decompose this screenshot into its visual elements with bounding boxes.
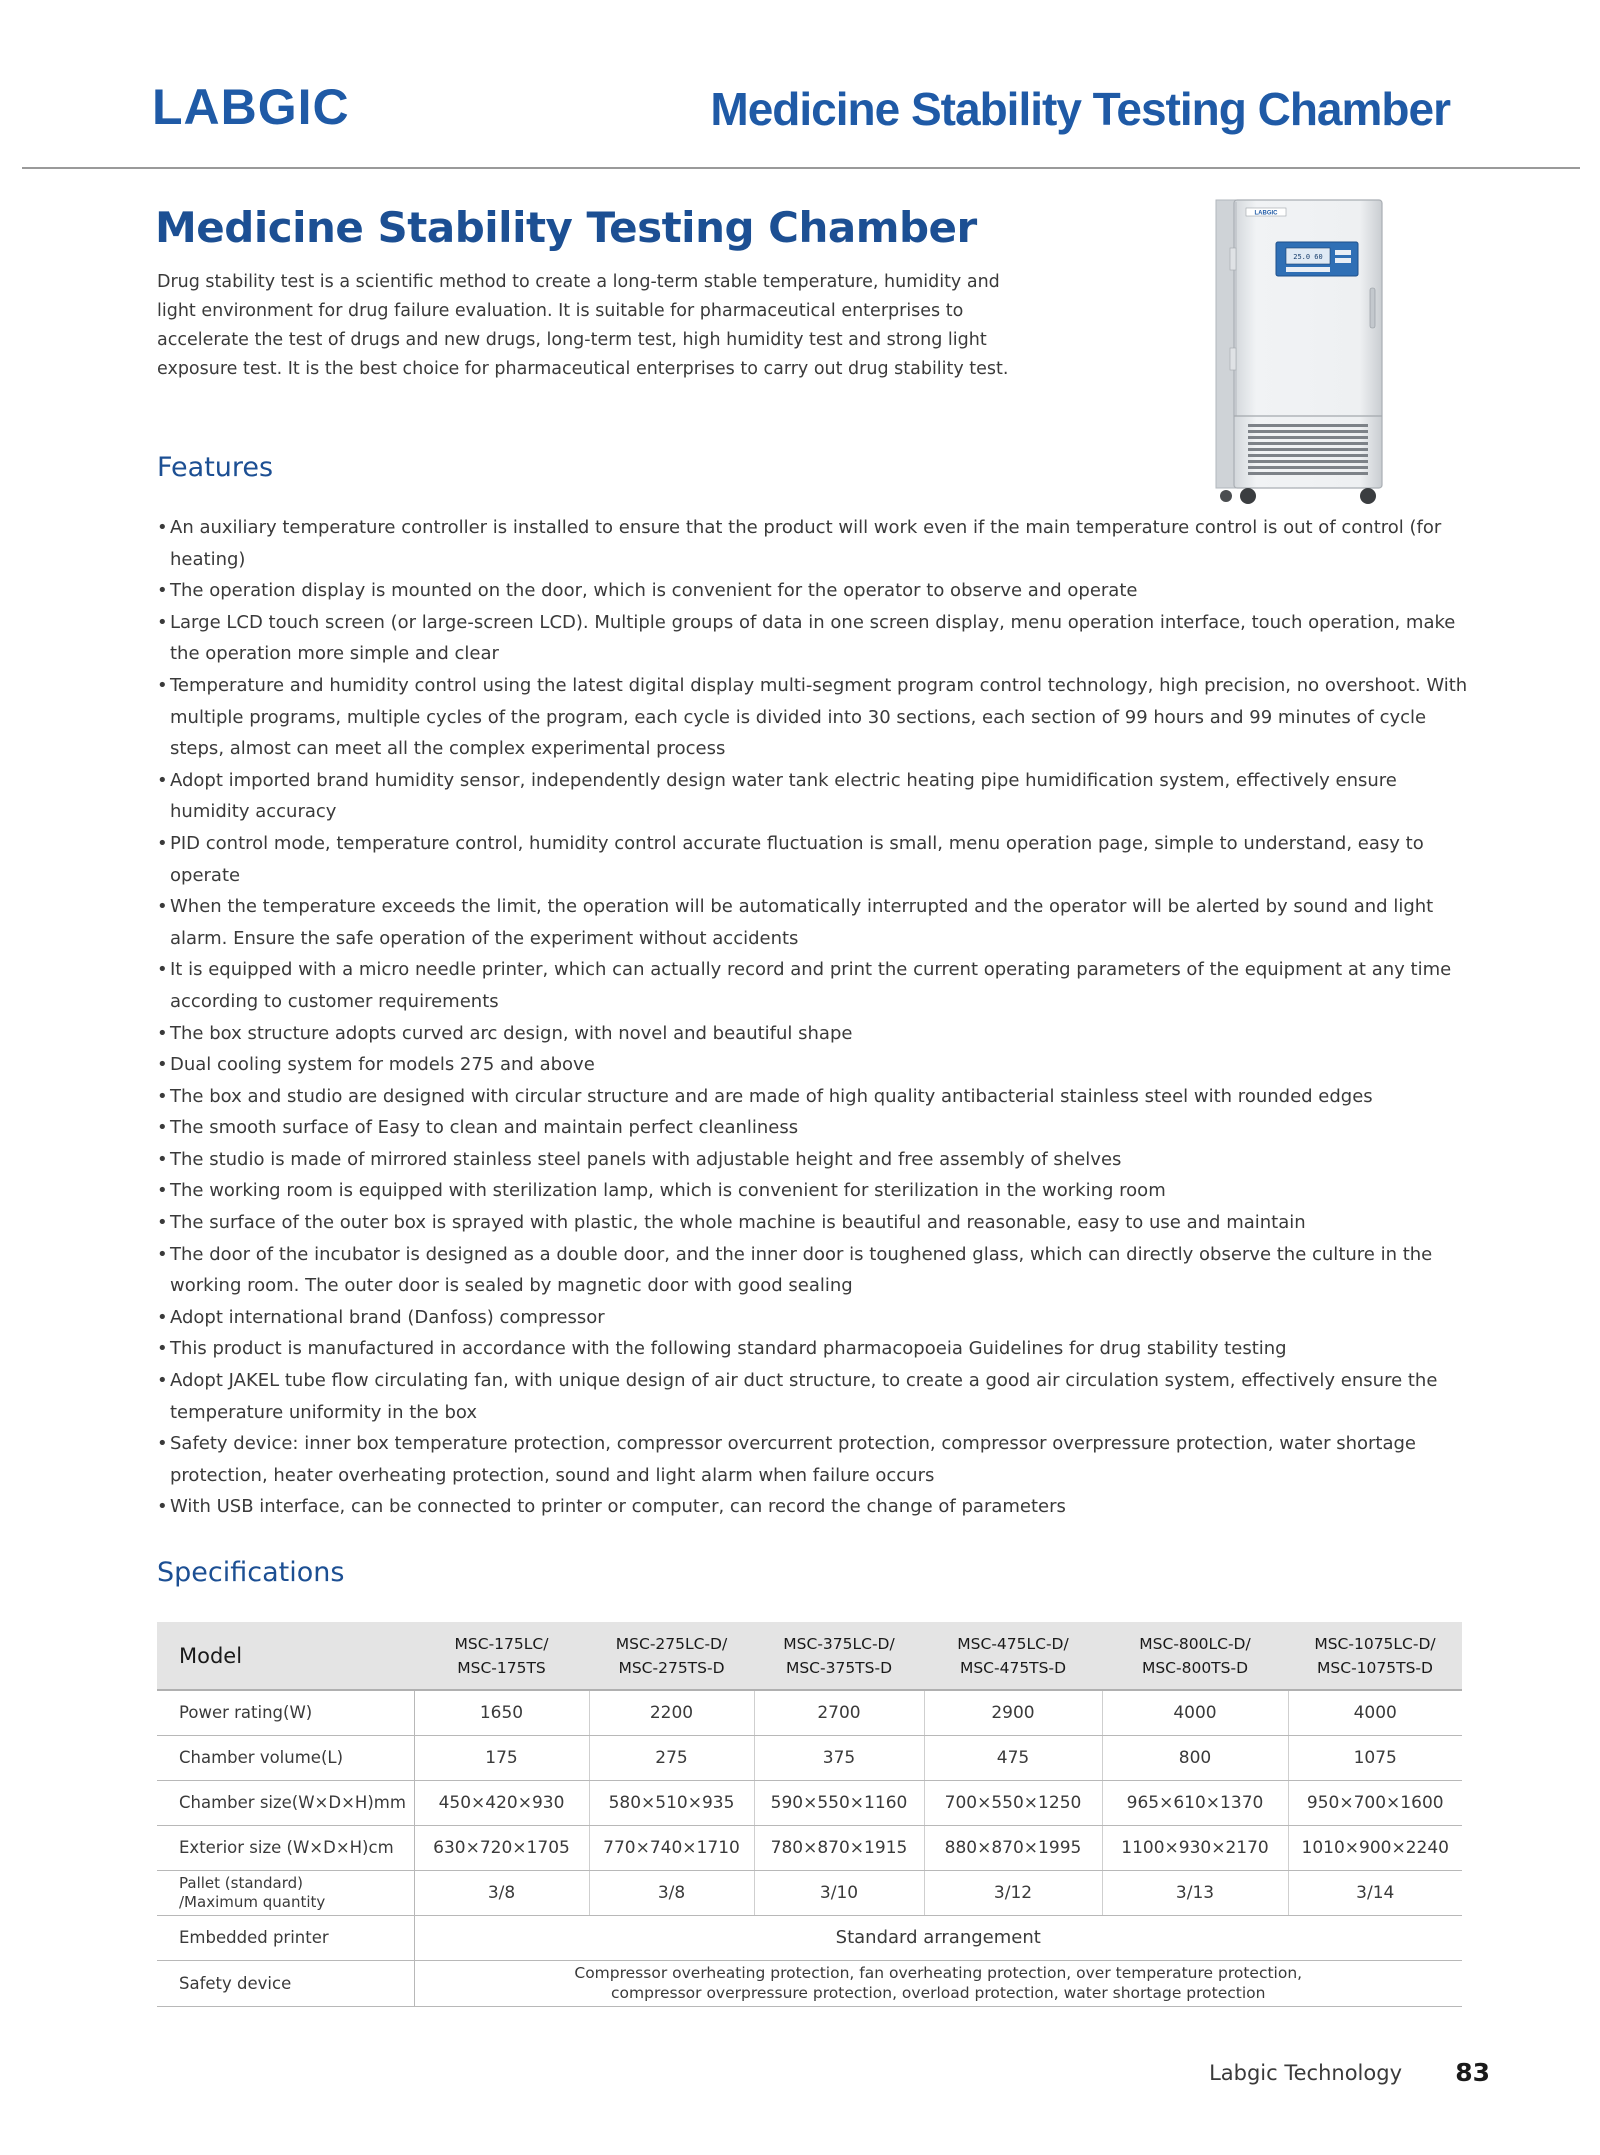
table-cell: 800 [1102, 1735, 1288, 1780]
table-cell: 3/10 [754, 1870, 924, 1915]
feature-item: • With USB interface, can be connected to printer or computer, can record the change of parameters [157, 1491, 1477, 1523]
table-cell: 175 [414, 1735, 589, 1780]
footer-company: Labgic Technology [1209, 2061, 1402, 2085]
table-cell: 770×740×1710 [589, 1825, 754, 1870]
table-cell: Compressor overheating protection, fan overheating protection, over temperature protection, compressor overpressure protection, overload protection, water shortage protection [414, 1960, 1462, 2006]
lcd-readout: 25.0 60 [1293, 253, 1323, 261]
table-cell: 4000 [1102, 1690, 1288, 1735]
table-cell: 275 [589, 1735, 754, 1780]
table-cell: 2900 [924, 1690, 1102, 1735]
table-cell: 450×420×930 [414, 1780, 589, 1825]
table-cell: 965×610×1370 [1102, 1780, 1288, 1825]
page-header-title: Medicine Stability Testing Chamber [710, 83, 1450, 135]
table-cell: 3/13 [1102, 1870, 1288, 1915]
model-column-header: MSC-175LC/ MSC-175TS [414, 1622, 589, 1690]
features-list [157, 512, 1477, 1523]
table-cell: 2700 [754, 1690, 924, 1735]
feature-item: • The working room is equipped with sterilization lamp, which is convenient for sterilization in the working room [157, 1175, 1477, 1207]
table-cell: 880×870×1995 [924, 1825, 1102, 1870]
table-cell: 3/12 [924, 1870, 1102, 1915]
feature-item: • The box structure adopts curved arc design, with novel and beautiful shape [157, 1018, 1477, 1050]
feature-item: • The surface of the outer box is sprayed with plastic, the whole machine is beautiful and reasonable, easy to use and maintain [157, 1207, 1477, 1239]
feature-item: • This product is manufactured in accordance with the following standard pharmacopoeia Guidelines for drug stability testing [157, 1333, 1477, 1365]
feature-item: • The box and studio are designed with circular structure and are made of high quality antibacterial stainless steel with rounded edges [157, 1081, 1477, 1113]
caster-right [1360, 488, 1376, 504]
table-row [157, 1735, 1462, 1780]
feature-item: • Adopt international brand (Danfoss) compressor [157, 1302, 1477, 1334]
table-cell: 3/8 [414, 1870, 589, 1915]
table-cell: Standard arrangement [414, 1915, 1462, 1960]
model-column-header: MSC-1075LC-D/ MSC-1075TS-D [1288, 1622, 1462, 1690]
feature-item: • The operation display is mounted on the door, which is convenient for the operator to observe and operate [157, 575, 1477, 607]
specifications-heading: Specifications [157, 1557, 345, 1588]
table-cell: 1075 [1288, 1735, 1462, 1780]
feature-item: • PID control mode, temperature control, humidity control accurate fluctuation is small, menu operation page, simple to understand, easy to operate [157, 828, 1477, 891]
feature-item: • It is equipped with a micro needle printer, which can actually record and print the current operating parameters of the equipment at any time according to customer requirements [157, 954, 1477, 1017]
row-label: Chamber size(W×D×H)mm [157, 1780, 414, 1825]
specifications-table [157, 1622, 1462, 2007]
table-cell: 375 [754, 1735, 924, 1780]
table-cell: 3/8 [589, 1870, 754, 1915]
intro-paragraph: Drug stability test is a scientific method to create a long-term stable temperature, humidity and light environment for drug failure evaluation. It is suitable for pharmaceutical enterprises to accelerate the test of drugs and new drugs, long-term test, high humidity test and strong light exposure test. It is the best choice for pharmaceutical enterprises to carry out drug stability test. [157, 272, 1009, 379]
table-row [157, 1915, 1462, 1960]
product-image [1212, 198, 1388, 508]
table-cell: 580×510×935 [589, 1780, 754, 1825]
table-cell: 1650 [414, 1690, 589, 1735]
vent-grille [1248, 424, 1368, 475]
feature-item: • Temperature and humidity control using the latest digital display multi-segment program control technology, high precision, no overshoot. With multiple programs, multiple cycles of the program, each cycle is divided into 30 sections, each section of 99 hours and 99 minutes of cycle steps, almost can meet all the complex experimental process [157, 670, 1477, 765]
table-row [157, 1690, 1462, 1735]
row-label: Chamber volume(L) [157, 1735, 414, 1780]
model-column-header: MSC-375LC-D/ MSC-375TS-D [754, 1622, 924, 1690]
table-row [157, 1780, 1462, 1825]
feature-item: • The door of the incubator is designed as a double door, and the inner door is toughened glass, which can directly observe the culture in the working room. The outer door is sealed by magnetic door with good sealing [157, 1239, 1477, 1302]
row-label: Exterior size (W×D×H)cm [157, 1825, 414, 1870]
feature-item: • The smooth surface of Easy to clean and maintain perfect cleanliness [157, 1112, 1477, 1144]
row-label: Embedded printer [157, 1915, 414, 1960]
table-cell: 780×870×1915 [754, 1825, 924, 1870]
row-label: Pallet (standard) /Maximum quantity [157, 1870, 414, 1915]
caster-left [1240, 488, 1256, 504]
table-header-row [157, 1622, 1462, 1690]
table-row [157, 1870, 1462, 1915]
feature-item: • Adopt JAKEL tube flow circulating fan, with unique design of air duct structure, to create a good air circulation system, effectively ensure the temperature uniformity in the box [157, 1365, 1477, 1428]
table-cell: 630×720×1705 [414, 1825, 589, 1870]
table-cell: 1100×930×2170 [1102, 1825, 1288, 1870]
table-cell: 590×550×1160 [754, 1780, 924, 1825]
table-cell: 475 [924, 1735, 1102, 1780]
feature-item: • Dual cooling system for models 275 and above [157, 1049, 1477, 1081]
cabinet-brand-label: LABGIC [1254, 210, 1278, 217]
feature-item: • Adopt imported brand humidity sensor, independently design water tank electric heating pipe humidification system, effectively ensure humidity accuracy [157, 765, 1477, 828]
feature-item: • An auxiliary temperature controller is installed to ensure that the product will work even if the main temperature control is out of control (for heating) [157, 512, 1477, 575]
features-heading: Features [157, 452, 274, 483]
table-cell: 3/14 [1288, 1870, 1462, 1915]
header-divider [22, 167, 1580, 169]
model-column-header: MSC-275LC-D/ MSC-275TS-D [589, 1622, 754, 1690]
page-number: 83 [1455, 2058, 1490, 2087]
door-handle [1370, 288, 1375, 328]
feature-item: • The studio is made of mirrored stainless steel panels with adjustable height and free assembly of shelves [157, 1144, 1477, 1176]
table-row [157, 1960, 1462, 2006]
feature-item: • Safety device: inner box temperature protection, compressor overcurrent protection, compressor overpressure protection, water shortage protection, heater overheating protection, sound and light alarm when failure occurs [157, 1428, 1477, 1491]
table-cell: 4000 [1288, 1690, 1462, 1735]
feature-item: • When the temperature exceeds the limit, the operation will be automatically interrupted and the operator will be alerted by sound and light alarm. Ensure the safe operation of the experiment without accidents [157, 891, 1477, 954]
table-cell: 1010×900×2240 [1288, 1825, 1462, 1870]
table-row [157, 1825, 1462, 1870]
table-cell: 950×700×1600 [1288, 1780, 1462, 1825]
feature-item: • Large LCD touch screen (or large-screen LCD). Multiple groups of data in one screen display, menu operation interface, touch operation, make the operation more simple and clear [157, 607, 1477, 670]
page-title: Medicine Stability Testing Chamber [155, 203, 977, 252]
model-column-header: MSC-475LC-D/ MSC-475TS-D [924, 1622, 1102, 1690]
row-label: Power rating(W) [157, 1690, 414, 1735]
brand-logo: LABGIC [152, 79, 350, 135]
model-header: Model [157, 1622, 414, 1690]
table-cell: 700×550×1250 [924, 1780, 1102, 1825]
table-cell: 2200 [589, 1690, 754, 1735]
row-label: Safety device [157, 1960, 414, 2006]
model-column-header: MSC-800LC-D/ MSC-800TS-D [1102, 1622, 1288, 1690]
